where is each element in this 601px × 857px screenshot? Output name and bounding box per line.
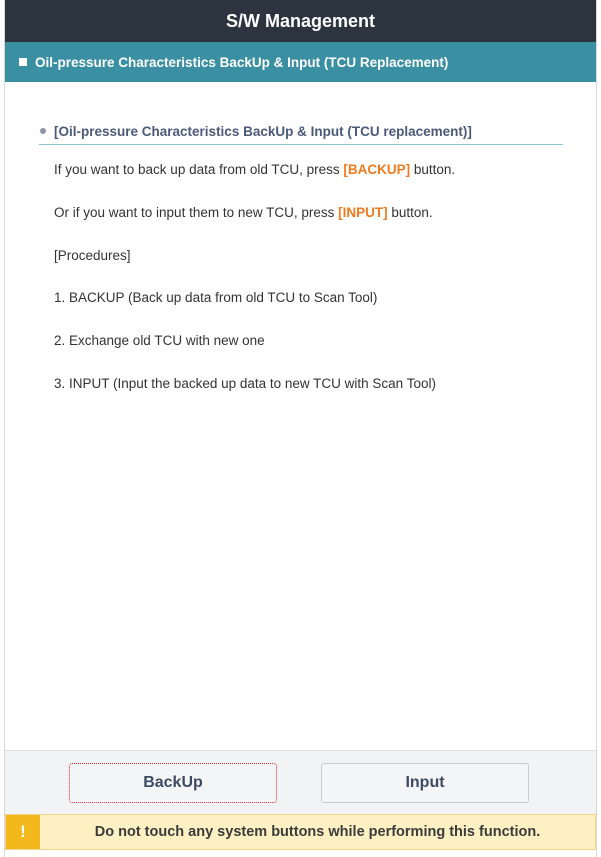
instruction-input <box>54 205 433 220</box>
procedures-label: [Procedures] <box>54 248 131 263</box>
bullet-icon <box>40 128 46 134</box>
button-bar <box>5 750 596 814</box>
warning-text: Do not touch any system buttons while performing this function. <box>94 824 541 840</box>
procedure-step: 3. INPUT (Input the backed up data to new TCU with Scan Tool) <box>54 376 436 391</box>
content-heading <box>39 118 563 145</box>
warning-icon: ! <box>6 815 40 849</box>
backup-keyword: [BACKUP] <box>343 162 411 177</box>
procedure-step: 2. Exchange old TCU with new one <box>54 333 265 348</box>
section-title: Oil-pressure Characteristics BackUp & Input (TCU Replacement) <box>35 54 449 70</box>
app-window <box>4 0 597 857</box>
instruction-input-suffix: button. <box>387 205 433 220</box>
warning-banner <box>5 814 596 850</box>
section-header <box>5 42 596 82</box>
input-button[interactable]: Input <box>321 763 529 803</box>
square-bullet-icon <box>19 58 27 66</box>
instruction-input-text: Or if you want to input them to new TCU, press <box>54 205 339 220</box>
title-bar <box>5 0 596 42</box>
window-title: S/W Management <box>225 10 376 31</box>
content-panel <box>5 82 596 750</box>
backup-button[interactable]: BackUp <box>69 763 277 803</box>
procedure-step: 1. BACKUP (Back up data from old TCU to Scan Tool) <box>54 290 378 305</box>
instruction-backup <box>54 162 455 177</box>
instruction-backup-text: If you want to back up data from old TCU, press <box>54 162 344 177</box>
instruction-backup-suffix: button. <box>410 162 456 177</box>
input-keyword: [INPUT] <box>338 205 388 220</box>
content-heading-text: [Oil-pressure Characteristics BackUp & Input (TCU replacement)] <box>54 123 472 139</box>
